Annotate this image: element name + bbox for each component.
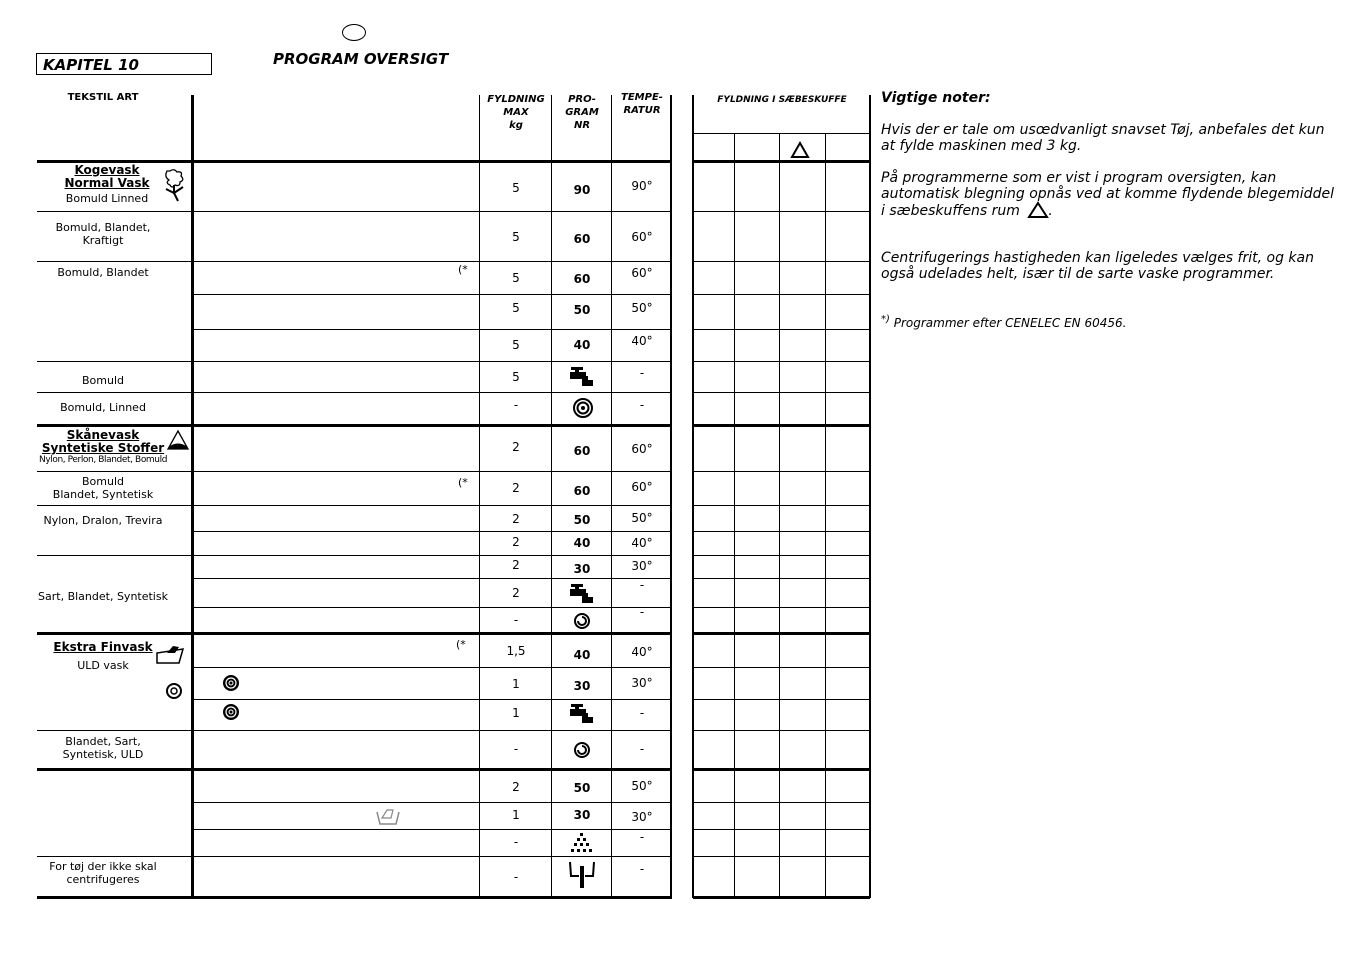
fabric-line: Bomuld, Blandet, <box>55 221 151 234</box>
section-divider <box>37 768 672 771</box>
section-divider <box>693 424 870 427</box>
footnote-mark: *) <box>881 314 890 325</box>
fabric-label: Bomuld, Blandet <box>57 266 149 279</box>
row-divider <box>37 555 671 556</box>
row-load: - <box>513 835 519 849</box>
row-divider <box>194 531 671 532</box>
table-divider <box>191 95 194 898</box>
row-load: 2 <box>512 512 520 526</box>
row-program: 30 <box>573 808 591 822</box>
row-temperature: - <box>639 706 645 720</box>
fabric-line: Bomuld <box>81 475 124 488</box>
fabric-label: Bomuld, Linned <box>60 401 146 414</box>
row-divider <box>693 829 870 830</box>
row-load: 2 <box>512 481 520 495</box>
row-divider <box>194 802 671 803</box>
section-divider <box>693 160 870 163</box>
row-temperature: 40° <box>631 334 653 348</box>
section-divider <box>693 896 870 899</box>
row-divider <box>37 730 671 731</box>
row-load: - <box>513 742 519 756</box>
tap-rinse-icon <box>569 366 595 388</box>
row-load: - <box>513 398 519 412</box>
row-divider <box>693 531 870 532</box>
row-temperature: 40° <box>631 536 653 550</box>
hand-wash-icon <box>155 643 185 665</box>
page-title: PROGRAM OVERSIGT <box>273 50 449 68</box>
row-temperature: 60° <box>631 442 653 456</box>
table-divider <box>692 95 694 898</box>
section-fabric-cotton: Bomuld Linned <box>65 192 149 205</box>
cotton-flower-icon <box>161 167 187 203</box>
note-text-end: . <box>1048 203 1053 219</box>
row-divider <box>37 211 671 212</box>
row-temperature: 60° <box>631 266 653 280</box>
notes-heading: Vigtige noter: <box>881 90 991 106</box>
table-divider <box>779 134 780 898</box>
row-program: 40 <box>573 338 591 352</box>
row-temperature: 50° <box>631 779 653 793</box>
hand-wash-tub-icon <box>376 806 400 826</box>
section-title-cotton: Kogevask <box>74 163 140 177</box>
note-paragraph: Centrifugerings hastigheden kan ligeledes vælges frit, og kan også udelades helt, især til de sarte vaske programmer. <box>881 250 1314 282</box>
footnote-text: Programmer efter CENELEC EN 60456. <box>889 316 1127 330</box>
row-divider <box>194 829 671 830</box>
drain-icon <box>570 832 594 854</box>
chapter-label: KAPITEL 10 <box>43 56 139 74</box>
row-temperature: 40° <box>631 645 653 659</box>
row-program: 50 <box>573 781 591 795</box>
row-load: 5 <box>512 370 520 384</box>
fabric-label: Nylon, Dralon, Trevira <box>43 514 163 527</box>
row-load: 1,5 <box>506 644 526 658</box>
row-divider <box>194 329 671 330</box>
row-temperature: - <box>639 830 645 844</box>
row-divider <box>693 578 870 579</box>
row-temperature: 30° <box>631 559 653 573</box>
row-temperature: - <box>639 578 645 592</box>
row-divider <box>693 261 870 262</box>
fabric-label: Bomuld <box>81 374 124 387</box>
cenelec-mark: (* <box>456 638 466 651</box>
bleach-triangle-icon <box>1028 202 1048 218</box>
program-column-header <box>552 93 612 132</box>
tap-rinse-icon <box>569 583 595 605</box>
row-load: 2 <box>512 586 520 600</box>
row-temperature: 60° <box>631 480 653 494</box>
row-program: 60 <box>573 232 591 246</box>
row-program: 40 <box>573 536 591 550</box>
row-temperature: - <box>639 605 645 619</box>
row-divider <box>693 607 870 608</box>
row-divider <box>693 802 870 803</box>
row-program: 90 <box>573 183 591 197</box>
section-divider <box>693 768 870 771</box>
row-temperature: 60° <box>631 230 653 244</box>
woolmark-icon <box>221 673 241 693</box>
row-temperature: 50° <box>631 511 653 525</box>
load-header-line3: kg <box>509 120 523 131</box>
row-load: 2 <box>512 558 520 572</box>
section-divider <box>37 424 672 427</box>
row-program: 60 <box>573 272 591 286</box>
row-temperature: - <box>639 742 645 756</box>
program-header-line1: PRO- <box>568 94 596 105</box>
row-load: 1 <box>512 677 520 691</box>
fabric-label <box>26 221 180 247</box>
table-divider <box>670 95 672 898</box>
row-load: 5 <box>512 181 520 195</box>
row-load: 2 <box>512 780 520 794</box>
row-program: 50 <box>573 513 591 527</box>
row-load: - <box>513 613 519 627</box>
table-divider <box>479 95 480 898</box>
section-fabric-synthetic: Nylon, Perlon, Blandet, Bomuld <box>38 455 168 465</box>
language-oval <box>342 24 366 41</box>
row-temperature: 30° <box>631 676 653 690</box>
load-column-header <box>480 93 552 132</box>
footnote <box>881 312 1341 331</box>
fabric-label <box>26 860 180 886</box>
row-temperature: 50° <box>631 301 653 315</box>
row-divider <box>693 392 870 393</box>
row-divider <box>194 578 671 579</box>
row-load: - <box>513 870 519 884</box>
row-load: 5 <box>512 271 520 285</box>
chapter-box <box>36 53 212 75</box>
woolmark-icon <box>221 702 241 722</box>
program-header-line3: NR <box>573 120 591 131</box>
section-fabric-wool: ULD vask <box>77 659 129 672</box>
row-divider <box>194 607 671 608</box>
row-divider <box>37 505 671 506</box>
row-divider <box>194 667 671 668</box>
row-load: 1 <box>512 808 520 822</box>
row-load: 5 <box>512 301 520 315</box>
fabric-line: Blandet, Sart, <box>65 735 141 748</box>
table-divider <box>825 134 826 898</box>
row-load: 5 <box>512 230 520 244</box>
program-header-line2: GRAM <box>565 107 599 118</box>
note-paragraph: Hvis der er tale om usœdvanligt snavset Tøj, anbefales det kun at fylde maskinen med 3 kg. <box>881 122 1325 154</box>
row-divider <box>693 211 870 212</box>
row-temperature: 90° <box>631 179 653 193</box>
section-divider <box>693 632 870 635</box>
row-load: 5 <box>512 338 520 352</box>
load-header-line1: FYLDNING <box>487 94 545 105</box>
row-load: 2 <box>512 440 520 454</box>
row-temperature: - <box>639 398 645 412</box>
note-paragraph <box>881 170 1341 219</box>
section-subtitle-synthetic: Syntetiske Stoffer <box>41 441 165 455</box>
row-divider <box>37 361 671 362</box>
section-divider <box>37 632 672 635</box>
row-program: 60 <box>573 444 591 458</box>
row-divider <box>194 294 671 295</box>
bleach-triangle-icon <box>166 429 190 453</box>
temperature-header-line2: RATUR <box>623 105 661 116</box>
load-header-line2: MAX <box>503 107 529 118</box>
fabric-line: For tøj der ikke skal <box>49 860 157 873</box>
section-title-wool: Ekstra Finvask <box>53 640 153 654</box>
spin-icon <box>572 611 592 631</box>
section-subtitle-cotton: Normal Vask <box>64 176 150 190</box>
row-load: 2 <box>512 535 520 549</box>
row-divider <box>693 294 870 295</box>
fabric-label: Sart, Blandet, Syntetisk <box>38 590 168 603</box>
table-divider <box>693 133 870 134</box>
row-divider <box>693 555 870 556</box>
row-divider <box>37 392 671 393</box>
cenelec-mark: (* <box>458 476 468 489</box>
drain-icon <box>568 860 596 890</box>
temperature-header-line1: TEMPE- <box>621 92 663 103</box>
row-temperature: - <box>639 366 645 380</box>
row-divider <box>37 471 671 472</box>
row-program: 30 <box>573 679 591 693</box>
table-divider <box>869 95 871 898</box>
row-program: 40 <box>573 648 591 662</box>
row-program: 50 <box>573 303 591 317</box>
section-title-synthetic: Skånevask <box>66 428 140 442</box>
row-divider <box>693 471 870 472</box>
row-divider <box>693 329 870 330</box>
note-text: På programmerne som er vist i program oversigten, kan automatisk blegning opnås ved at komme flydende blegemiddel i sæbeskuffens rum <box>881 170 1334 219</box>
fabric-label <box>26 735 180 761</box>
row-load: 1 <box>512 706 520 720</box>
row-program: 30 <box>573 562 591 576</box>
row-divider <box>37 261 671 262</box>
row-divider <box>693 699 870 700</box>
row-divider <box>693 856 870 857</box>
row-divider <box>693 730 870 731</box>
cenelec-mark: (* <box>458 263 468 276</box>
spin-icon <box>572 740 592 760</box>
bleach-triangle-icon <box>791 142 809 158</box>
row-divider <box>194 699 671 700</box>
row-program: 60 <box>573 484 591 498</box>
row-divider <box>693 505 870 506</box>
spin-icon <box>572 397 594 419</box>
row-divider <box>693 667 870 668</box>
row-divider <box>37 856 671 857</box>
table-divider <box>734 134 735 898</box>
fabric-line: Syntetisk, ULD <box>62 748 144 761</box>
tap-rinse-icon <box>569 703 595 725</box>
temperature-column-header <box>612 91 672 117</box>
fabric-line: Blandet, Syntetisk <box>52 488 154 501</box>
row-temperature: 30° <box>631 810 653 824</box>
detergent-column-header: FYLDNING I SÆBESKUFFE <box>717 95 847 105</box>
fabric-line: Kraftigt <box>82 234 124 247</box>
fabric-label <box>26 475 180 501</box>
row-divider <box>693 361 870 362</box>
woolmark-icon <box>163 682 185 700</box>
section-divider <box>37 896 672 899</box>
fabric-line: centrifugeres <box>66 873 140 886</box>
fabric-column-header: TEKSTIL ART <box>67 92 139 103</box>
row-temperature: - <box>639 862 645 876</box>
